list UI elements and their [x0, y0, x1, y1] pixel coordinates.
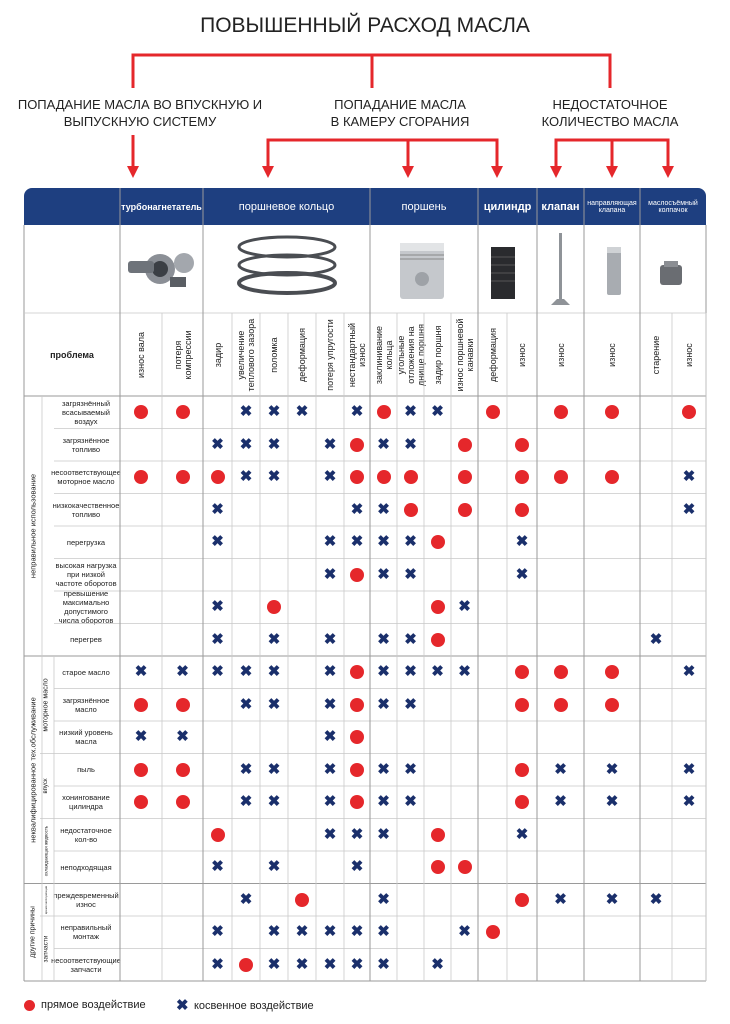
indirect-impact-cross: ✖	[267, 923, 281, 941]
row-label: перегрев	[70, 635, 102, 645]
subsection-engine-oil: моторное масло	[42, 678, 50, 732]
group-cylinder: цилиндр	[483, 200, 532, 213]
group-valve-guide: направляющая клапана	[587, 199, 637, 214]
indirect-impact-cross: ✖	[350, 955, 364, 973]
indirect-impact-cross: ✖	[323, 565, 337, 583]
indirect-impact-cross: ✖	[377, 890, 390, 908]
indirect-impact-cross: ✖	[554, 793, 567, 811]
category-combustion-chamber: ПОПАДАНИЕ МАСЛА В КАМЕРУ СГОРАНИЯ	[330, 97, 470, 129]
indirect-impact-cross: ✖	[377, 760, 390, 778]
column-header-label: деформация	[487, 327, 498, 382]
indirect-impact-cross: ✖	[377, 500, 390, 518]
indirect-impact-cross: ✖	[458, 663, 471, 681]
indirect-impact-cross: ✖	[605, 890, 619, 908]
row-label: загрязнённый всасываемый воздух	[61, 398, 111, 426]
indirect-impact-cross: ✖	[404, 663, 417, 681]
column-header-label: потеря упругости	[325, 318, 335, 391]
indirect-impact-cross: ✖	[377, 630, 390, 648]
indirect-impact-cross: ✖	[323, 955, 337, 973]
indirect-impact-cross: ✖	[239, 695, 253, 713]
indirect-impact-cross: ✖	[350, 403, 364, 421]
indirect-impact-cross: ✖	[350, 500, 364, 518]
indirect-impact-cross: ✖	[323, 533, 337, 551]
column-header-label: нестандартный износ	[347, 322, 367, 387]
column-header-label: угольные отложения на днище поршня	[395, 323, 426, 386]
legend-direct-label: прямое воздействие	[41, 999, 146, 1011]
indirect-impact-cross: ✖	[239, 663, 253, 681]
indirect-impact-cross: ✖	[239, 793, 253, 811]
row-label: пыль	[77, 765, 95, 775]
indirect-impact-cross: ✖	[458, 923, 471, 941]
indirect-impact-cross: ✖	[323, 793, 337, 811]
indirect-impact-cross: ✖	[323, 435, 337, 453]
indirect-impact-cross: ✖	[211, 923, 224, 941]
indirect-impact-cross: ✖	[350, 825, 364, 843]
column-header-label: износ поршневой канавки	[454, 318, 475, 391]
indirect-impact-cross: ✖	[458, 598, 471, 616]
column-header-label: износ вала	[136, 331, 146, 378]
indirect-impact-cross: ✖	[682, 793, 696, 811]
row-label: преждевременный износ	[53, 890, 119, 909]
indirect-impact-cross: ✖	[515, 533, 529, 551]
indirect-impact-cross: ✖	[323, 695, 337, 713]
column-header-label: потеря компрессии	[172, 329, 193, 380]
indirect-impact-cross: ✖	[267, 760, 281, 778]
indirect-impact-cross: ✖	[404, 760, 417, 778]
indirect-impact-cross: ✖	[323, 825, 337, 843]
column-header-label: старение	[651, 335, 661, 374]
row-label: неподходящая	[60, 862, 112, 872]
subsection-parts: запчасти	[42, 935, 50, 962]
indirect-impact-cross: ✖	[211, 598, 224, 616]
indirect-impact-cross: ✖	[239, 403, 253, 421]
indirect-impact-cross: ✖	[377, 663, 390, 681]
indirect-impact-cross: ✖	[377, 695, 390, 713]
indirect-impact-cross: ✖	[404, 435, 417, 453]
page-title: ПОВЫШЕННЫЙ РАСХОД МАСЛА	[200, 14, 530, 37]
indirect-impact-cross: ✖	[239, 435, 253, 453]
indirect-impact-cross: ✖	[350, 533, 364, 551]
indirect-impact-cross: ✖	[404, 630, 417, 648]
indirect-impact-cross: ✖	[295, 955, 309, 973]
indirect-impact-cross: ✖	[377, 435, 390, 453]
indirect-impact-cross: ✖	[377, 825, 390, 843]
column-header-label: увеличение теплового зазора	[236, 318, 256, 391]
indirect-impact-cross: ✖	[515, 565, 529, 583]
indirect-impact-cross: ✖	[267, 955, 281, 973]
indirect-impact-cross: ✖	[404, 565, 417, 583]
legend-direct	[24, 999, 146, 1011]
indirect-impact-cross: ✖	[211, 533, 224, 551]
indirect-impact-cross: ✖	[682, 760, 696, 778]
indirect-impact-cross: ✖	[267, 435, 281, 453]
row-label: низкий уровень масла	[59, 728, 113, 747]
indirect-impact-cross: ✖	[554, 760, 567, 778]
indirect-impact-cross: ✖	[267, 663, 281, 681]
row-label: загрязнённое топливо	[62, 435, 110, 454]
indirect-impact-cross: ✖	[350, 923, 364, 941]
indirect-impact-cross-icon: ✖	[176, 997, 189, 1014]
column-header-label: износ	[555, 342, 566, 367]
legend-indirect-label: косвенное воздействие	[194, 1000, 314, 1012]
column-header-label: поломка	[269, 336, 279, 373]
direct-impact-dot-icon	[24, 1000, 35, 1011]
indirect-impact-cross: ✖	[239, 760, 253, 778]
indirect-impact-cross: ✖	[211, 858, 224, 876]
problem-header: проблема	[50, 349, 94, 360]
indirect-impact-cross: ✖	[649, 630, 663, 648]
indirect-impact-cross: ✖	[682, 468, 696, 486]
indirect-impact-cross: ✖	[377, 565, 390, 583]
legend-indirect	[176, 999, 314, 1013]
column-header-label: задир	[212, 342, 223, 367]
indirect-impact-cross: ✖	[239, 468, 253, 486]
indirect-impact-cross: ✖	[295, 923, 309, 941]
section-misuse: неправильное использование	[28, 473, 38, 579]
indirect-impact-cross: ✖	[267, 468, 281, 486]
indirect-impact-cross: ✖	[377, 955, 390, 973]
group-valve-stem-seal: маслосъёмный колпачок	[648, 199, 698, 214]
column-header-label: износ	[607, 342, 617, 367]
row-label: несоответствующее моторное масло	[51, 468, 121, 487]
indirect-impact-cross: ✖	[404, 793, 417, 811]
row-label: несоответствующие запчасти	[51, 955, 121, 974]
row-label: неправильный монтаж	[60, 923, 112, 942]
indirect-impact-cross: ✖	[176, 663, 189, 681]
indirect-impact-cross: ✖	[267, 695, 281, 713]
indirect-impact-cross: ✖	[431, 663, 444, 681]
indirect-impact-cross: ✖	[267, 858, 281, 876]
indirect-impact-cross: ✖	[431, 403, 444, 421]
indirect-impact-cross: ✖	[267, 403, 281, 421]
indirect-impact-cross: ✖	[134, 728, 148, 746]
indirect-impact-cross: ✖	[605, 793, 619, 811]
column-header-label: деформация	[297, 327, 307, 382]
row-label: хонингование цилиндра	[62, 793, 110, 812]
indirect-impact-cross: ✖	[267, 793, 281, 811]
indirect-impact-cross: ✖	[605, 760, 619, 778]
indirect-impact-cross: ✖	[682, 500, 696, 518]
indirect-impact-cross: ✖	[211, 435, 224, 453]
column-header-label: износ	[684, 342, 694, 367]
indirect-impact-cross: ✖	[295, 403, 309, 421]
category-insufficient-oil: НЕДОСТАТОЧНОЕ КОЛИЧЕСТВО МАСЛА	[541, 97, 679, 129]
indirect-impact-cross: ✖	[404, 533, 417, 551]
indirect-impact-cross: ✖	[176, 728, 189, 746]
section-other: другие причины	[29, 906, 37, 959]
indirect-impact-cross: ✖	[267, 630, 281, 648]
indirect-impact-cross: ✖	[554, 890, 567, 908]
row-label: высокая нагрузка при низкой частоте оборотов	[55, 561, 117, 589]
indirect-impact-cross: ✖	[323, 630, 337, 648]
subsection-coolant: охлаждающая жидкость	[43, 825, 49, 877]
indirect-impact-cross: ✖	[323, 728, 337, 746]
indirect-impact-cross: ✖	[350, 858, 364, 876]
indirect-impact-cross: ✖	[211, 955, 224, 973]
row-label: старое масло	[62, 667, 110, 677]
indirect-impact-cross: ✖	[377, 923, 390, 941]
indirect-impact-cross: ✖	[377, 533, 390, 551]
indirect-impact-cross: ✖	[323, 923, 337, 941]
indirect-impact-cross: ✖	[323, 663, 337, 681]
indirect-impact-cross: ✖	[377, 793, 390, 811]
indirect-impact-cross: ✖	[682, 663, 696, 681]
column-header-label: заклинивание кольца	[373, 325, 394, 384]
group-piston-ring: поршневое кольцо	[238, 200, 335, 213]
group-turbocharger: турбонагнетатель	[121, 201, 202, 212]
row-label: перегрузка	[66, 537, 106, 547]
indirect-impact-cross: ✖	[323, 760, 337, 778]
indirect-impact-cross: ✖	[134, 663, 148, 681]
indirect-impact-cross: ✖	[431, 955, 444, 973]
row-label: недостаточное кол-во	[60, 825, 112, 844]
row-label: низкокачественное топливо	[52, 500, 120, 519]
column-header-label: задир поршня	[432, 325, 443, 384]
indirect-impact-cross: ✖	[211, 500, 224, 518]
subsection-service-time: время эксплуатации	[44, 885, 48, 914]
row-label: превышение максимально допустимого числа оборотов	[58, 589, 114, 626]
indirect-impact-cross: ✖	[404, 403, 417, 421]
group-piston: поршень	[401, 200, 447, 213]
row-label: загрязнённое масло	[62, 695, 110, 714]
indirect-impact-cross: ✖	[211, 663, 224, 681]
indirect-impact-cross: ✖	[404, 695, 417, 713]
subsection-intake: впуск	[43, 778, 49, 794]
group-valve: клапан	[541, 200, 580, 213]
indirect-impact-cross: ✖	[211, 630, 224, 648]
indirect-impact-cross: ✖	[323, 468, 337, 486]
column-header-label: износ	[517, 342, 527, 367]
category-intake-exhaust: ПОПАДАНИЕ МАСЛА ВО ВПУСКНУЮ И ВЫПУСКНУЮ СИСТЕМУ	[17, 97, 263, 129]
indirect-impact-cross: ✖	[649, 890, 663, 908]
indirect-impact-cross: ✖	[239, 890, 253, 908]
section-maintenance: неквалифицированное тех.обслуживание	[28, 696, 38, 843]
indirect-impact-cross: ✖	[515, 825, 529, 843]
